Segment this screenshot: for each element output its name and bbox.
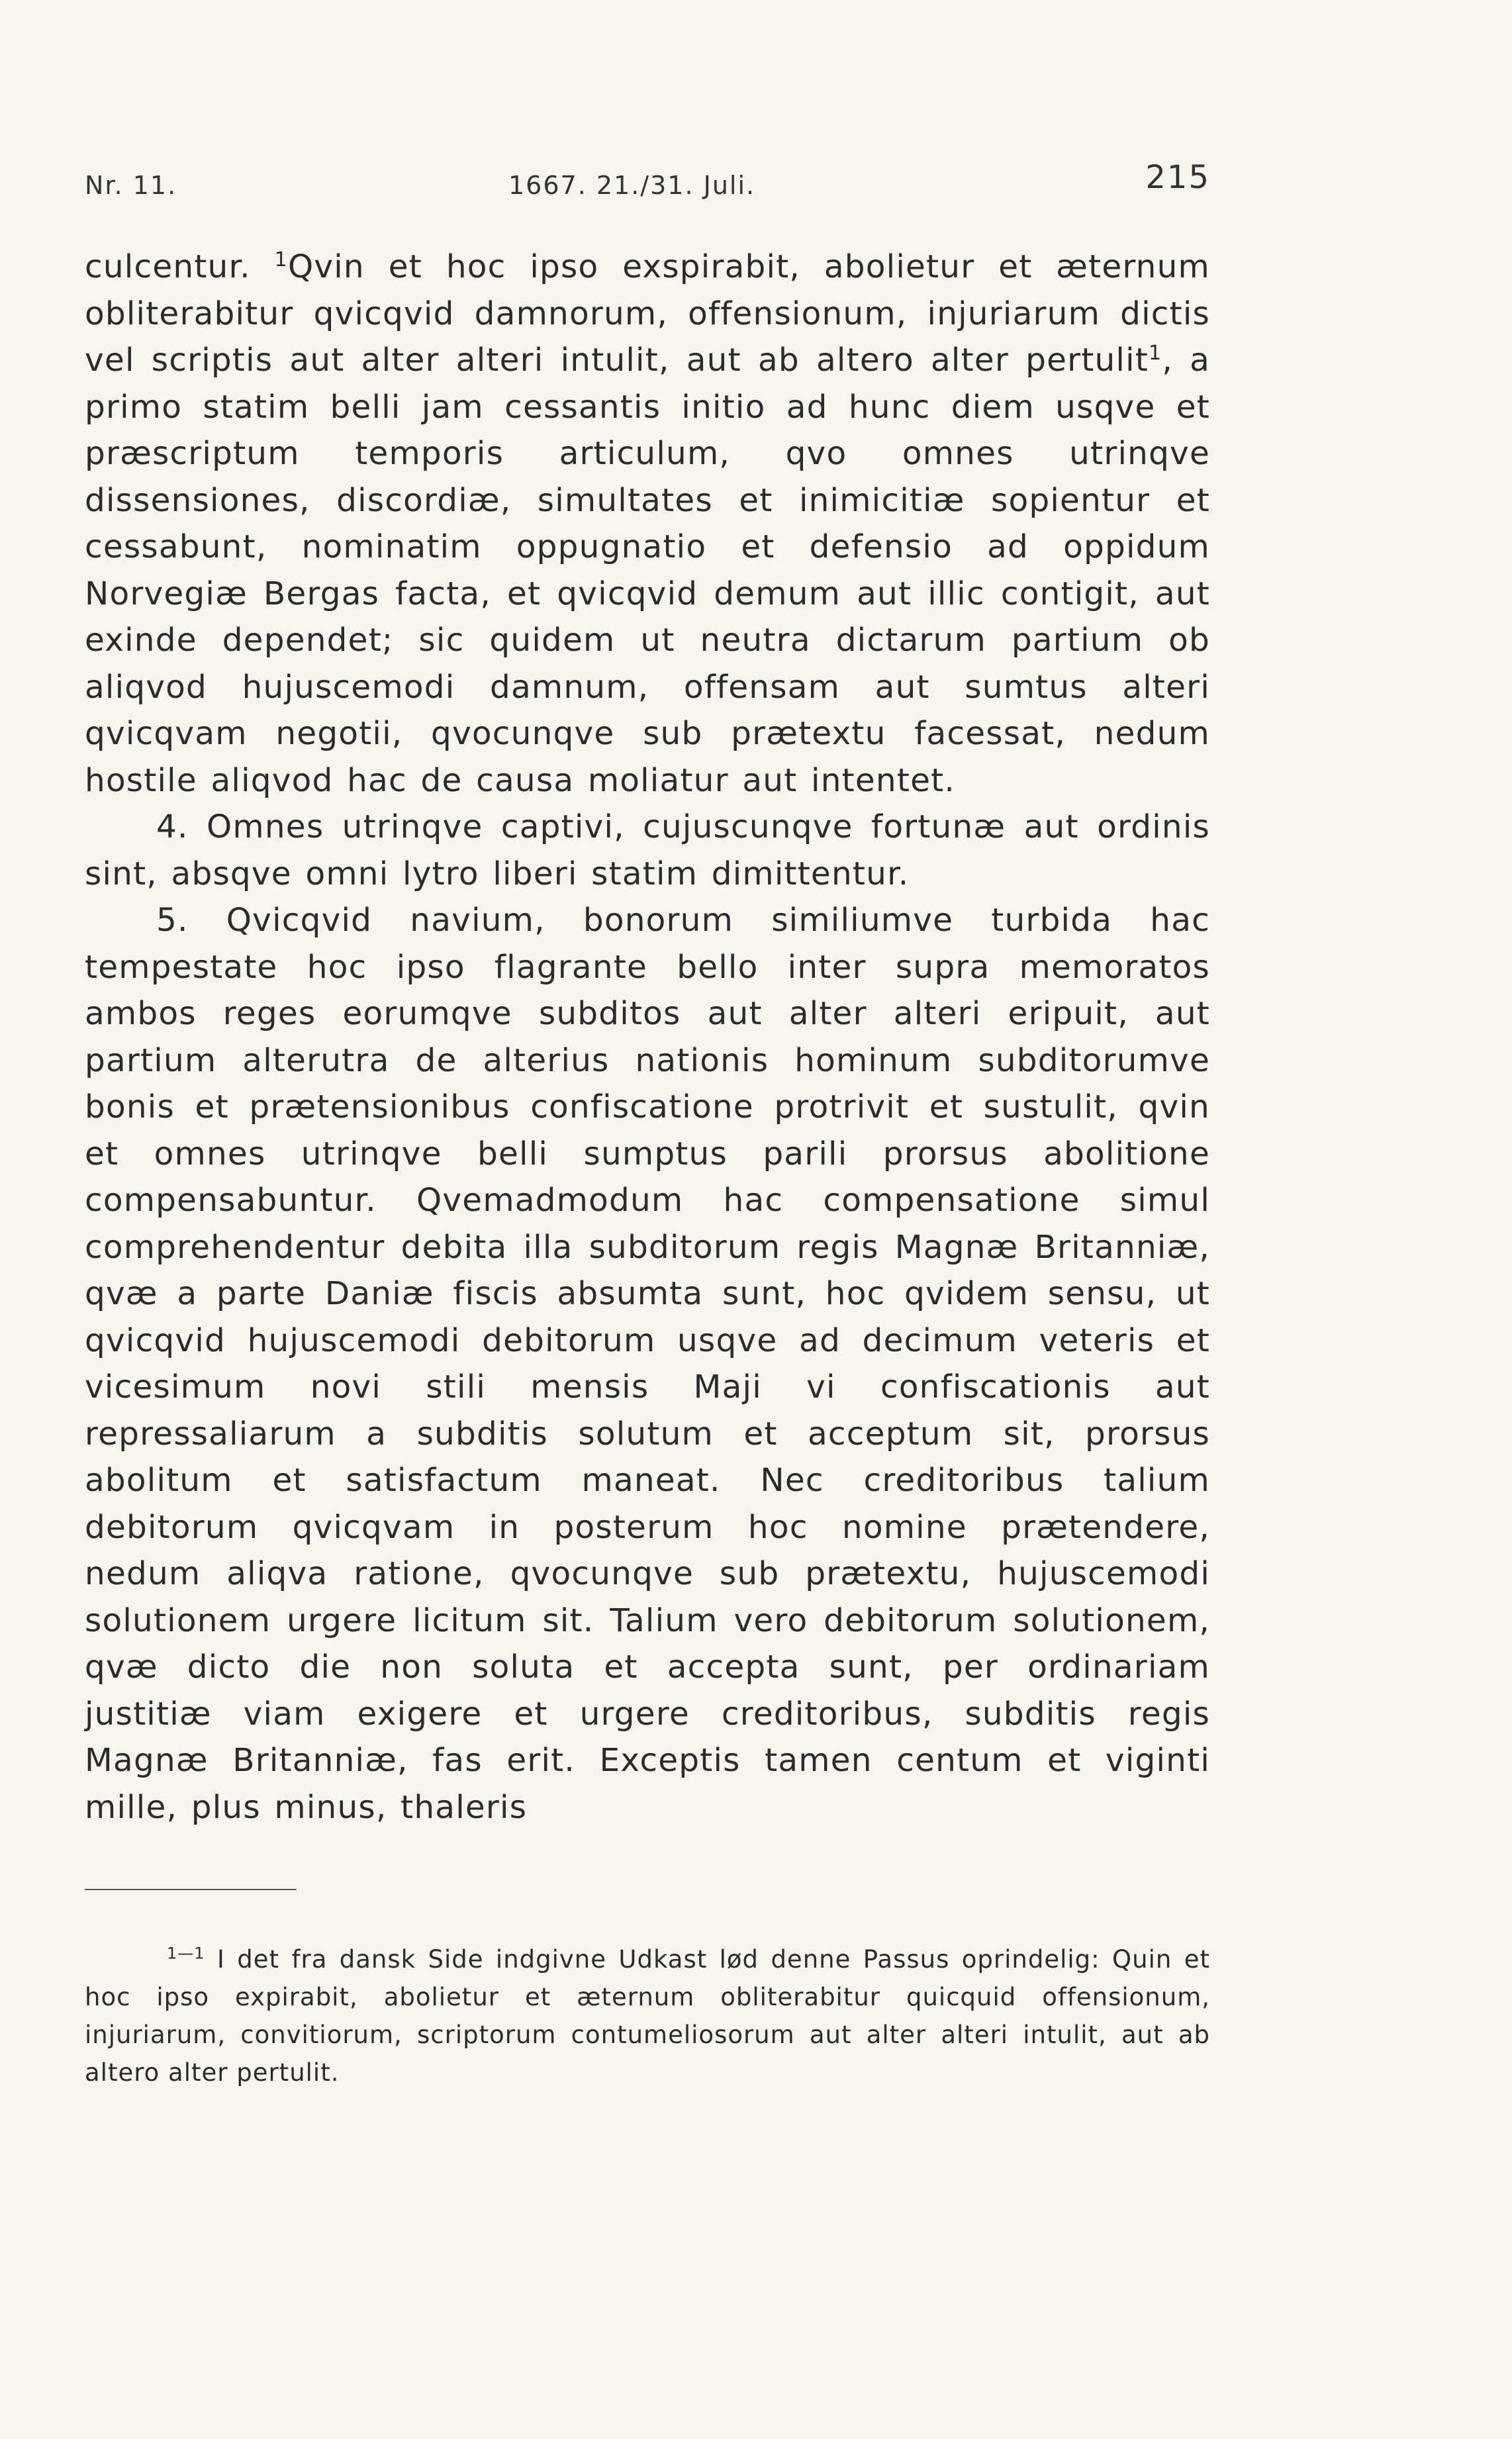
footnote-marker: 1 [274, 248, 288, 271]
document-number: Nr. 11. [85, 171, 177, 200]
running-head [85, 152, 1210, 212]
footnote-rule [85, 1889, 297, 1890]
paragraph-5: 5. Qvicqvid navium, bonorum similiumve turbida hac tempestate hoc ipso flagrante bello inter supra memoratos ambos reges eorumqve subditos aut alter alteri eripuit, aut partium alterutra de alterius nationis hominum subditorumve bonis et prætensionibus confiscatione protrivit et sustulit, qvin et omnes utrinqve belli sumptus parili prorsus abolitione compensabuntur. Qvemadmodum hac compensatione simul comprehendentur debita illa subditorum regis Magnæ Britanniæ, qvæ a parte Daniæ fiscis absumta sunt, hoc qvidem sensu, ut qvicqvid hujuscemodi debitorum usqve ad decimum veteris et vicesimum novi stili mensis Maji vi confiscationis aut repressaliarum a subditis solutum et acceptum sit, prorsus abolitum et satisfactum maneat. Nec creditoribus talium debitorum qvicqvam in posterum hoc nomine prætendere, nedum aliqva ratione, qvocunqve sub prætextu, hujuscemodi solutionem urgere licitum sit. Talium vero debitorum solutionem, qvæ dicto die non soluta et accepta sunt, per ordinariam justitiæ viam exigere et urgere creditoribus, subditis regis Magnæ Britanniæ, fas erit. Exceptis tamen centum et viginti mille, plus minus, thaleris [85, 902, 1210, 1826]
footnote-range-marker: 1—1 [167, 1944, 205, 1963]
paragraph-3-continuation [85, 244, 1210, 804]
footnote [85, 1940, 1210, 2091]
text-run: Qvin et hoc ipso exspirabit, abolietur et æternum obliterabitur qvicqvid damnorum, offensionum, injuriarum dictis vel scriptis aut alter alteri intulit, aut ab altero alter pertulit [85, 248, 1210, 379]
document-date: 1667. 21./31. Juli. [508, 171, 756, 200]
paragraph-4: 4. Omnes utrinqve captivi, cujuscunqve fortunæ aut ordinis sint, absqve omni lytro liberi statim dimittentur. [85, 808, 1210, 892]
footnote-text [85, 1940, 1210, 2091]
document-page [85, 152, 1210, 2091]
page-number: 215 [1145, 159, 1210, 196]
footnote-marker: 1 [1149, 341, 1162, 365]
text-run: culcentur. [85, 248, 275, 285]
main-text [85, 244, 1210, 1831]
text-run: , a primo statim belli jam cessantis initio ad hunc diem usqve et præscriptum temporis articulum, qvo omnes utrinqve dissensiones, discordiæ, simultates et inimicitiæ sopientur et cessabunt, nominatim oppugnatio et defensio ad oppidum Norvegiæ Bergas facta, et qvicqvid demum aut illic contigit, aut exinde dependet; sic quidem ut neutra dictarum partium ob aliqvod hujuscemodi damnum, offensam aut sumtus alteri qvicqvam negotii, qvocunqve sub prætextu facessat, nedum hostile aliqvod hac de causa moliatur aut intentet. [85, 342, 1211, 799]
footnote-body: I det fra dansk Side indgivne Udkast lød denne Passus oprindelig: Quin et hoc ipso expirabit, abolietur et æternum obliterabitur quicquid offensionum, injuriarum, convitiorum, scriptorum contumeliosorum aut alter alteri intulit, aut ab altero alter pertulit. [85, 1945, 1211, 2087]
